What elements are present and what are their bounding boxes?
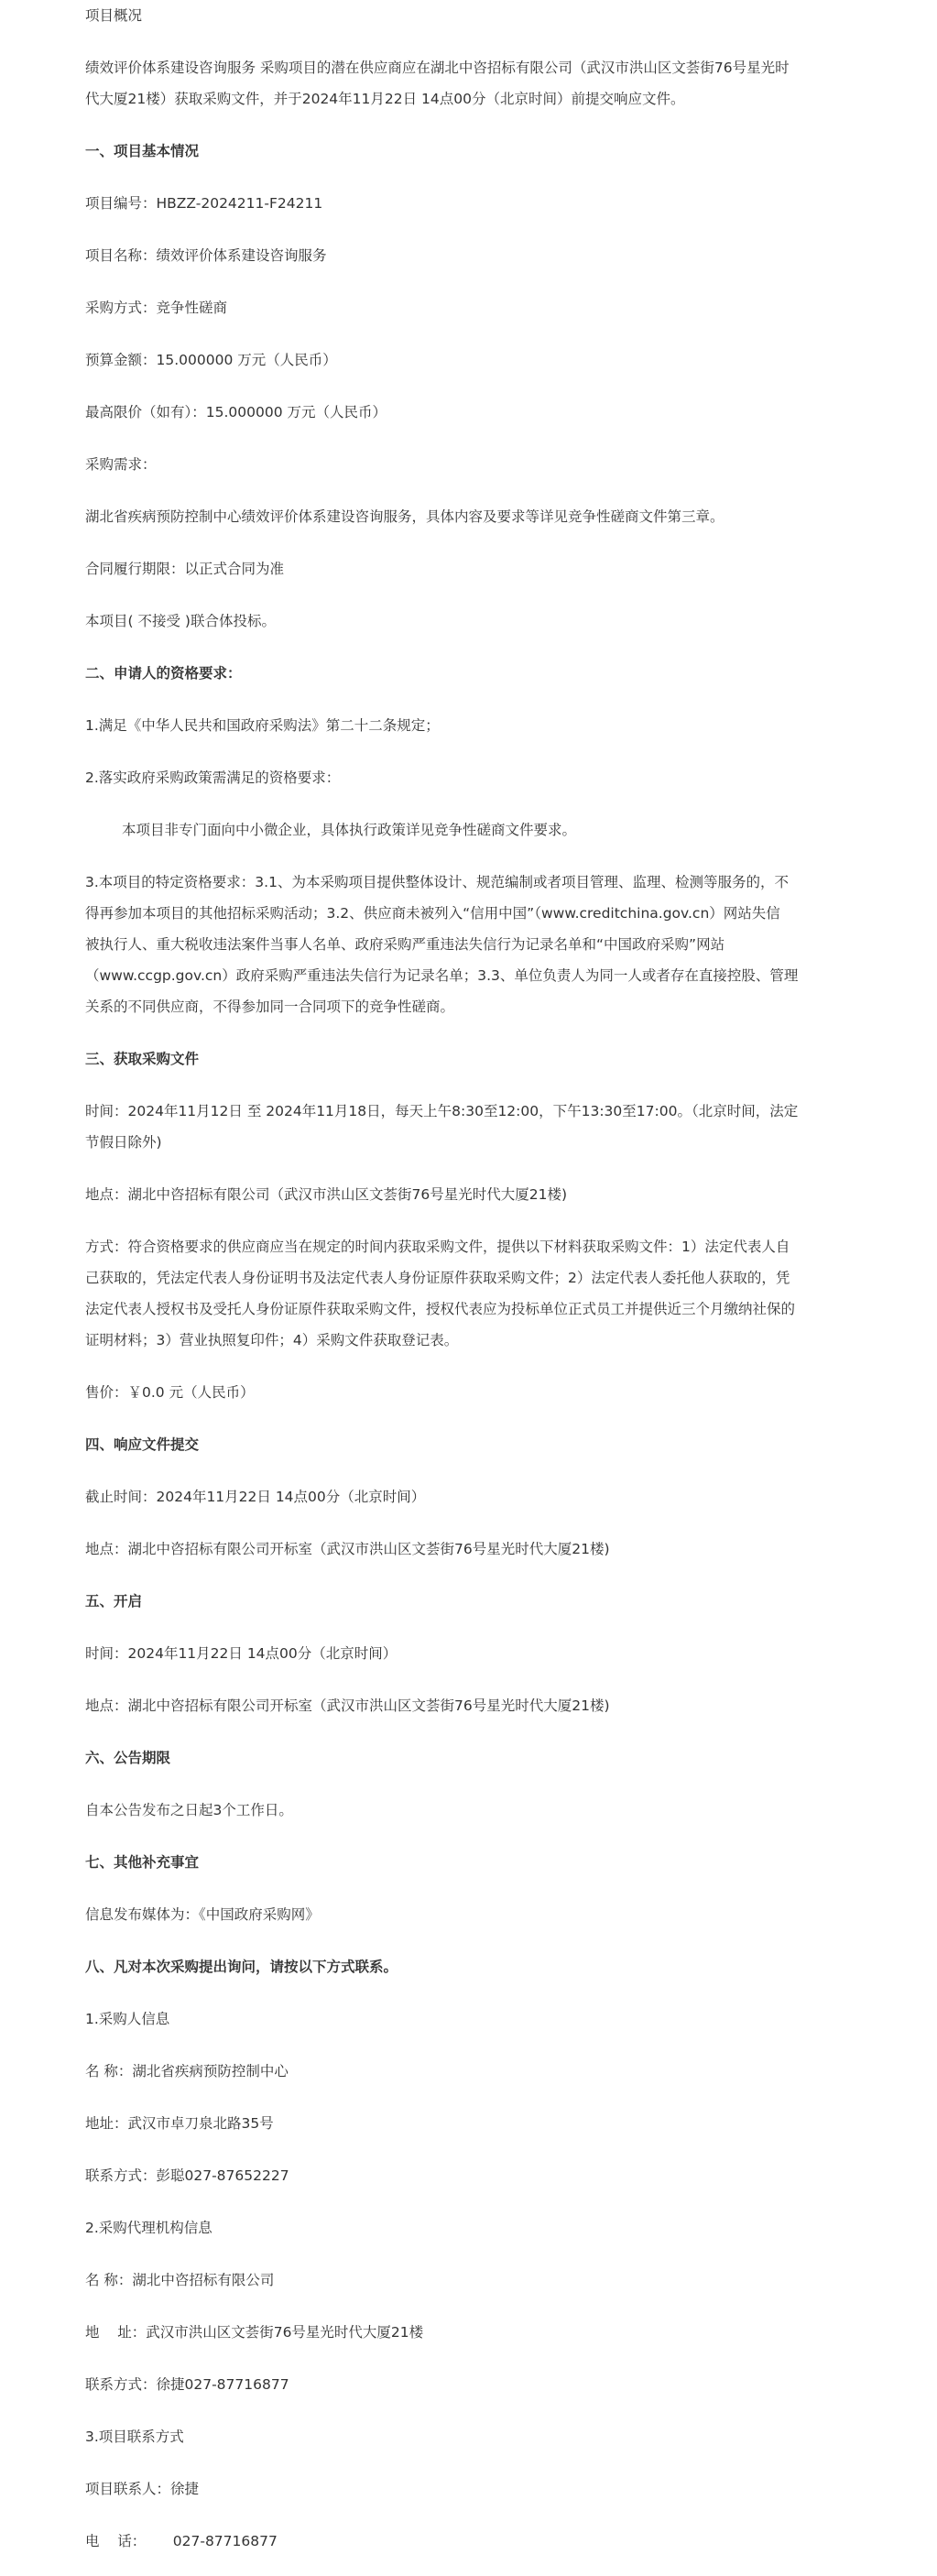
budget-amount: 预算金额：15.000000 万元（人民币）: [85, 352, 337, 368]
demand-label: 采购需求：: [85, 456, 157, 473]
buyer-contact: 联系方式：彭聪027-87652227: [85, 2167, 289, 2184]
qualification-item-3-line-3: 被执行人、重大税收违法案件当事人名单、政府采购严重违法失信行为记录名单和“中国政府采购”网站: [85, 936, 725, 953]
qualification-item-3-line-1: 3.本项目的特定资格要求：3.1、为本采购项目提供整体设计、规范编制或者项目管理、监理、检测等服务的，不: [85, 874, 789, 890]
qualification-item-3-line-4: （www.ccgp.gov.cn）政府采购严重违法失信行为记录名单；3.3、单位负责人为同一人或者存在直接控股、管理: [85, 967, 799, 984]
obtain-way-line-3: 法定代表人授权书及受托人身份证原件获取采购文件，授权代表应为投标单位正式员工并提供近三个月缴纳社保的: [85, 1301, 796, 1317]
section-8-heading: 八、凡对本次采购提出询问，请按以下方式联系。: [85, 1959, 398, 1975]
project-contact-person: 项目联系人：徐捷: [85, 2481, 200, 2497]
buyer-address: 地址：武汉市卓刀泉北路35号: [85, 2115, 274, 2132]
document-title: 项目概况: [85, 7, 143, 24]
section-6-heading: 六、公告期限: [85, 1750, 171, 1766]
agent-contact: 联系方式：徐捷027-87716877: [85, 2376, 289, 2393]
project-contact-phone: 电 话： 027-87716877: [85, 2533, 278, 2549]
agent-name: 名 称：湖北中咨招标有限公司: [85, 2272, 275, 2288]
opening-place: 地点：湖北中咨招标有限公司开标室（武汉市洪山区文荟街76号星光时代大厦21楼): [85, 1697, 610, 1714]
notice-period: 自本公告发布之日起3个工作日。: [85, 1802, 293, 1818]
overview-text-line-2: 代大厦21楼）获取采购文件，并于2024年11月22日 14点00分（北京时间）前提交响应文件。: [85, 91, 685, 107]
qualification-item-3-line-2: 得再参加本项目的其他招标采购活动；3.2、供应商未被列入“信用中国”（www.creditchina.gov.cn）网站失信: [85, 905, 780, 922]
section-2-heading: 二、申请人的资格要求：: [85, 665, 242, 682]
max-price: 最高限价（如有）：15.000000 万元（人民币）: [85, 404, 387, 420]
demand-text: 湖北省疾病预防控制中心绩效评价体系建设咨询服务，具体内容及要求等详见竞争性磋商文件第三章。: [85, 508, 725, 525]
obtain-time-line-2: 节假日除外): [85, 1134, 162, 1151]
agent-info-title: 2.采购代理机构信息: [85, 2220, 212, 2236]
buyer-name: 名 称：湖北省疾病预防控制中心: [85, 2063, 289, 2079]
section-5-heading: 五、开启: [85, 1593, 143, 1610]
obtain-way-line-2: 己获取的，凭法定代表人身份证明书及法定代表人身份证原件获取采购文件；2）法定代表人委托他人获取的，凭: [85, 1270, 790, 1286]
project-number: 项目编号：HBZZ-2024211-F24211: [85, 195, 323, 212]
qualification-item-1: 1.满足《中华人民共和国政府采购法》第二十二条规定；: [85, 717, 440, 734]
contract-period: 合同履行期限：以正式合同为准: [85, 561, 285, 577]
procurement-method: 采购方式：竞争性磋商: [85, 300, 228, 316]
opening-time: 时间：2024年11月22日 14点00分（北京时间）: [85, 1645, 398, 1662]
qualification-item-3-line-5: 关系的不同供应商，不得参加同一合同项下的竞争性磋商。: [85, 999, 455, 1015]
consortium-note: 本项目( 不接受 )联合体投标。: [85, 613, 276, 629]
project-contact-title: 3.项目联系方式: [85, 2429, 184, 2445]
submission-deadline: 截止时间：2024年11月22日 14点00分（北京时间）: [85, 1489, 426, 1505]
section-7-heading: 七、其他补充事宜: [85, 1854, 200, 1871]
obtain-place: 地点：湖北中咨招标有限公司（武汉市洪山区文荟街76号星光时代大厦21楼): [85, 1186, 567, 1203]
project-name: 项目名称：绩效评价体系建设咨询服务: [85, 247, 327, 264]
publication-media: 信息发布媒体为：《中国政府采购网》: [85, 1906, 320, 1923]
obtain-way-line-1: 方式：符合资格要求的供应商应当在规定的时间内获取采购文件，提供以下材料获取采购文件：1）法定代表人自: [85, 1239, 790, 1255]
section-3-heading: 三、获取采购文件: [85, 1051, 200, 1067]
obtain-time-line-1: 时间：2024年11月12日 至 2024年11月18日，每天上午8:30至12:00，下午13:30至17:00。（北京时间，法定: [85, 1103, 799, 1119]
submission-place: 地点：湖北中咨招标有限公司开标室（武汉市洪山区文荟街76号星光时代大厦21楼): [85, 1541, 610, 1557]
overview-text-line-1: 绩效评价体系建设咨询服务 采购项目的潜在供应商应在湖北中咨招标有限公司（武汉市洪山区文荟街76号星光时: [85, 60, 790, 76]
qualification-item-2-detail: 本项目非专门面向中小微企业，具体执行政策详见竞争性磋商文件要求。: [122, 822, 577, 838]
section-4-heading: 四、响应文件提交: [85, 1436, 200, 1453]
document-price: 售价：￥0.0 元（人民币）: [85, 1384, 255, 1401]
qualification-item-2: 2.落实政府采购政策需满足的资格要求：: [85, 770, 341, 786]
agent-address: 地 址：武汉市洪山区文荟街76号星光时代大厦21楼: [85, 2324, 424, 2341]
obtain-way-line-4: 证明材料；3）营业执照复印件；4）采购文件获取登记表。: [85, 1332, 459, 1348]
buyer-info-title: 1.采购人信息: [85, 2011, 170, 2027]
section-1-heading: 一、项目基本情况: [85, 143, 200, 159]
